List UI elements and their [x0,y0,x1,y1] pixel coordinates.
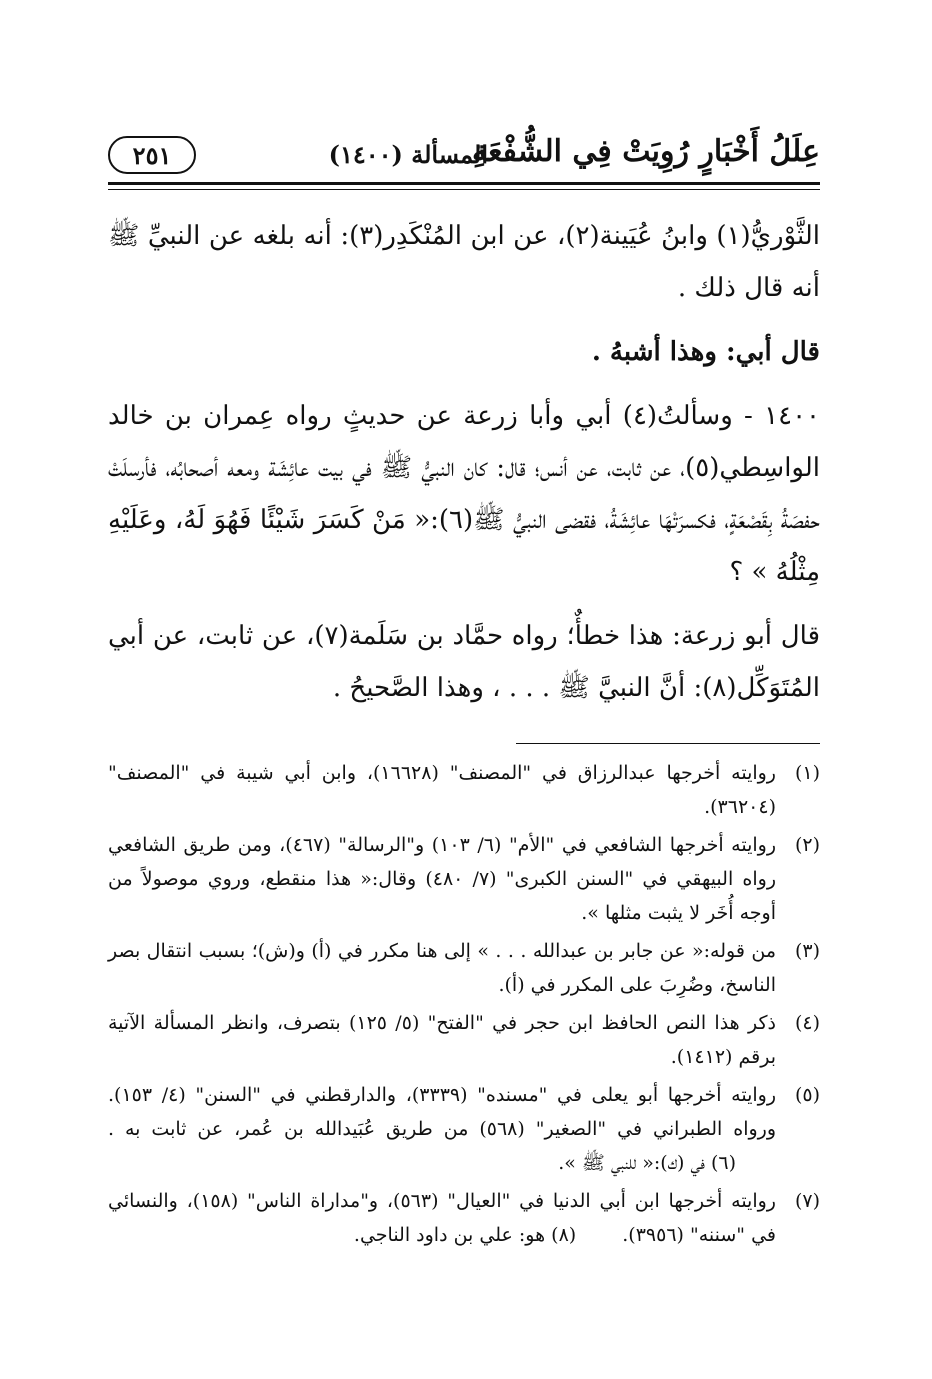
footnote-text: ذكر هذا النص الحافظ ابن حجر في "الفتح" (٥/ ١٢٥) بتصرف، وانظر المسألة الآتية برقم (١٤١٢). [108,1012,777,1068]
footnote-text [108,1078,776,1180]
page-number: ٢٥١ [108,136,196,174]
footnote-number: (٤) [794,1012,820,1034]
footnote-text: روايته أخرجها الشافعي في "الأم" (٦/ ١٠٣) و"الرسالة" (٤٦٧)، ومن طريق الشافعي رواه البيهقي في "السنن الكبرى" (٧/ ٤٨٠) وقال:« هذا منقطع، وروي موصولاً من أوجه أُخَر لا يثبت مثلها ». [108,834,776,924]
footnote-inline: (٦) في (ك):« للنبي ﷺ ». [558,1152,736,1174]
footnote-number: (٢) [794,834,820,856]
footnote-inline: (٨) هو: علي بن داود الناجي. [353,1224,577,1246]
header-rule-thin [108,189,820,190]
footnote-item [108,1078,820,1180]
footnote-item [108,1184,820,1252]
footnote-number: (١) [794,762,820,784]
footnote-item [108,756,820,824]
footnote-item [108,1006,820,1074]
text-paragraph: الثَّوْريُّ(١) وابنُ عُيَينة(٢)، عن ابن المُنْكَدِر(٣): أنه بلغه عن النبيِّ ﷺ أنه قال ذلك . [108,221,820,303]
masala-label: المسألة (١٤٠٠) [328,140,488,169]
text-paragraph: ١٤٠٠ - وسألتُ(٤) أبي وأبا زرعة عن حديثٍ رواه عِمران بن خالد الواسِطي(٥)، عن ثابت، عن أنس؛ قال: كان النبيُّ ﷺ في بيت عائِشَة ومعه أصحابُه، فأرسلَتْ حفصَةُ بِقَصْعَةٍ، فكسرَتْهَا عائِشَةُ، فقضى النبيُّ ﷺ(٦):« مَنْ كَسَرَ شَيْئًا فَهُوَ لَهُ، وعَلَيْهِ مِثْلُهُ » ؟ [108,401,820,587]
header-rule-thick [108,182,820,185]
book-title: عِلَلُ أَخْبَارٍ رُوِيَتْ فِي الشُّفْعَةِ [472,134,820,169]
footnotes [108,756,820,1256]
footnote-separator [516,743,820,744]
text-paragraph: قال أبي: وهذا أشبهُ . [591,337,820,367]
footnote-item [108,934,820,1002]
footnote-number: (٥) [794,1084,820,1106]
footnote-number: (٣) [794,940,820,962]
main-text [108,210,820,714]
footnote-text [108,1184,776,1252]
text-paragraph: قال أبو زرعة: هذا خطأٌ؛ رواه حمَّاد بن سَلَمة(٧)، عن ثابت، عن أبي المُتَوَكِّل(٨): أنَّ النبيَّ ﷺ . . . ، وهذا الصَّحيحُ . [108,621,820,703]
footnote-item [108,828,820,930]
footnote-text: من قوله:« عن جابر بن عبدالله . . . » إلى هنا مكرر في (أ) و(ش)؛ بسبب انتقال بصر الناسخ، وضُرِبَ على المكرر في (أ). [108,940,776,996]
page-header [108,128,820,184]
footnote-text-main: روايته أخرجها ابن أبي الدنيا في "العيال" (٥٦٣)، و"مداراة الناس" (١٥٨)، والنسائي في "سننه" (٣٩٥٦). [108,1190,776,1246]
footnote-text-main: روايته أخرجها أبو يعلى في "مسنده" (٣٣٣٩)، والدارقطني في "السنن" (٤/ ١٥٣). ورواه الطبراني في "الصغير" (٥٦٨) من طريق عُبَيدالله بن عُمر، عن ثابت به . [108,1084,777,1140]
footnote-text: روايته أخرجها عبدالرزاق في "المصنف" (١٦٦٢٨)، وابن أبي شيبة في "المصنف" (٣٦٢٠٤). [108,762,776,818]
footnote-number: (٧) [794,1190,820,1212]
